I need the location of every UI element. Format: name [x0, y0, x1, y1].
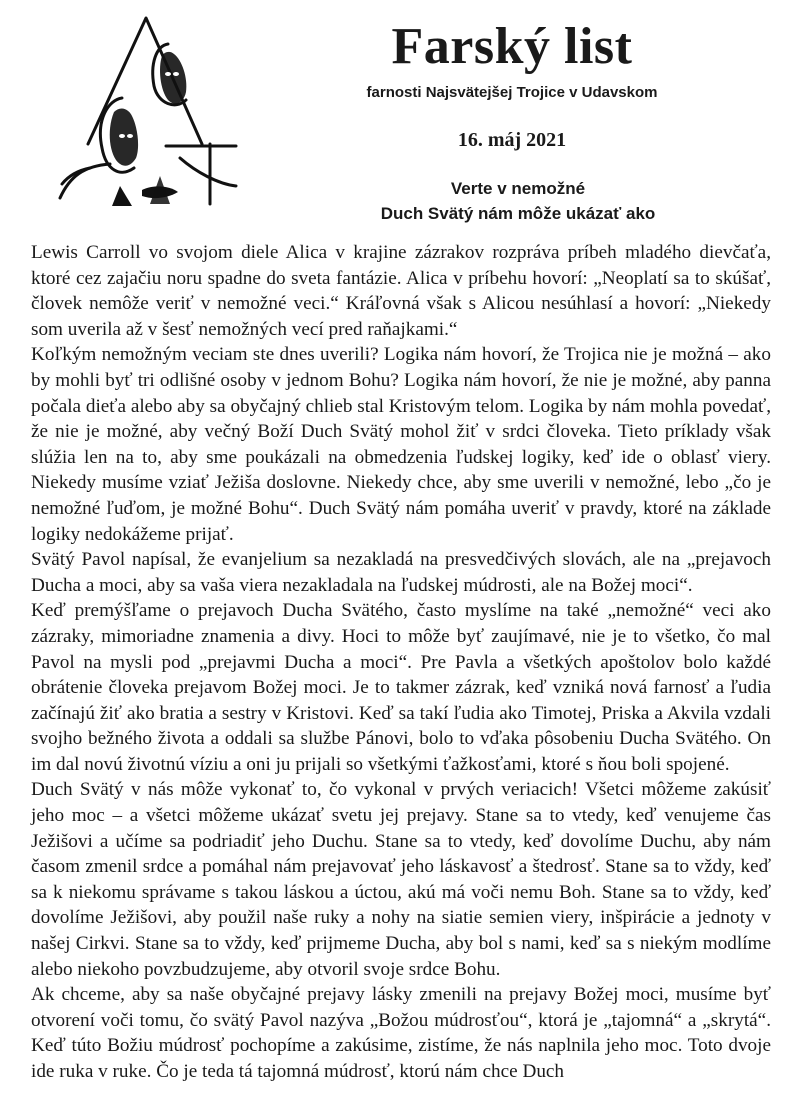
- paragraph: Ak chceme, aby sa naše obyčajné prejavy lásky zmenili na prejavy Božej moci, musíme byť otvorení voči tomu, čo svätý Pavol nazýva „Božou múdrosťou“, ktorá je „tajomná“ a „skrytá“. Keď túto Božiu múdrosť pochopíme a zakúsime, zistíme, že nás naplnila jeho moc. Toto dvoje ide ruka v ruke. Čo je teda tá tajomná múdrosť, ktorú nám chce Duch: [31, 984, 771, 1082]
- paragraph: Lewis Carroll vo svojom diele Alica v krajine zázrakov rozpráva príbeh mladého dievčaťa, ktoré cez zajačiu noru spadne do sveta fantázie. Alica v príbehu hovorí: „Neoplatí sa to skúšať, človek nemôže veriť v nemožné veci.“ Kráľovná však s Alicou nesúhlasí a hovorí: „Niekedy som uverila až v šesť nemožných vecí pred raňajkami.“: [31, 242, 771, 340]
- headline-line-2: Duch Svätý nám môže ukázať ako: [380, 204, 656, 223]
- paragraph: Koľkým nemožným veciam ste dnes uverili? Logika nám hovorí, že Trojica nie je možná – ako by mohli byť tri odlišné osoby v jednom Bohu? Logika nám hovorí, že nie je možné, aby panna počala dieťa alebo aby sa obyčajný chlieb stal Kristovým telom. Logika by nám mohla povedať, že nie je možné, aby večný Boží Duch Svätý mohol žiť v srdci človeka. Tieto príklady však slúžia len na to, aby sme poukázali na obmedzenia ľudskej logiky, keď ide o oblasť viery. Niekedy musíme vziať Ježiša doslovne. Niekedy chce, aby sme uverili v nemožné, lebo „čo je nemožné ľuďom, je možné Bohu“. Duch Svätý nám pomáha uveriť v pravdy, ktoré na základe logiky nedokážeme prijať.: [31, 344, 771, 545]
- issue-date: 16. máj 2021: [457, 129, 567, 151]
- trinity-illustration: [50, 8, 240, 208]
- paragraph: Svätý Pavol napísal, že evanjelium sa nezakladá na presvedčivých slovách, ale na „prejavoch Ducha a moci, aby sa vaša viera nezakladala na ľudskej múdrosti, ale na Božej moci“.: [31, 549, 771, 596]
- article-headline: [332, 176, 704, 226]
- paragraph: Duch Svätý v nás môže vykonať to, čo vykonal v prvých veriacich! Všetci môžeme zakúsiť jeho moc – a všetci môžeme ukázať svetu jej prejavy. Stane sa to vtedy, keď venujeme čas Ježišovi a učíme sa podriadiť jeho Duchu. Stane sa to vtedy, keď dovolíme Duchu, aby nám časom zmenil srdce a pomáhal nám prejavovať jeho láskavosť a štedrosť. Stane sa to vždy, keď sa k niekomu správame s takou láskou a úctou, akú má voči nemu Boh. Stane sa to vždy, keď dovolíme Ježišovi, aby použil naše ruky a nohy na siatie semien viery, inšpirácie a jednoty v našej Cirkvi. Stane sa to vždy, keď prijmeme Ducha, aby bol s nami, keď sa s niekým modlíme alebo niekoho povzbudzujeme, aby otvoril svoje srdce Bohu.: [31, 779, 771, 980]
- page-title: Farský list: [391, 18, 633, 75]
- masthead: [332, 18, 692, 152]
- paragraph: Keď premýšľame o prejavoch Ducha Svätého, často myslíme na také „nemožné“ veci ako zázraky, mimoriadne znamenia a divy. Hoci to môže byť zaujímavé, nie je to všetko, čo mal Pavol na mysli pod „prejavmi Ducha a moci“. Pre Pavla a všetkých apoštolov bolo každé obrátenie človeka prejavom Božej moci. Je to takmer zázrak, keď vzniká nová farnosť a ľudia začínajú žiť ako bratia a sestry v Kristovi. Keď sa takí ľudia ako Timotej, Priska a Akvila vzdali svojho bežného života a oddali sa službe Pánovi, bolo to vďaka pôsobeniu Ducha Svätého. On im dal novú životnú víziu a oni ju prijali so všetkými ťažkosťami, ktoré s ňou boli spojené.: [31, 600, 771, 775]
- header: [0, 0, 800, 232]
- headline-line-1: Verte v nemožné: [450, 179, 586, 198]
- article-body: [31, 240, 771, 1085]
- parish-subtitle: farnosti Najsvätejšej Trojice v Udavskom: [366, 84, 658, 101]
